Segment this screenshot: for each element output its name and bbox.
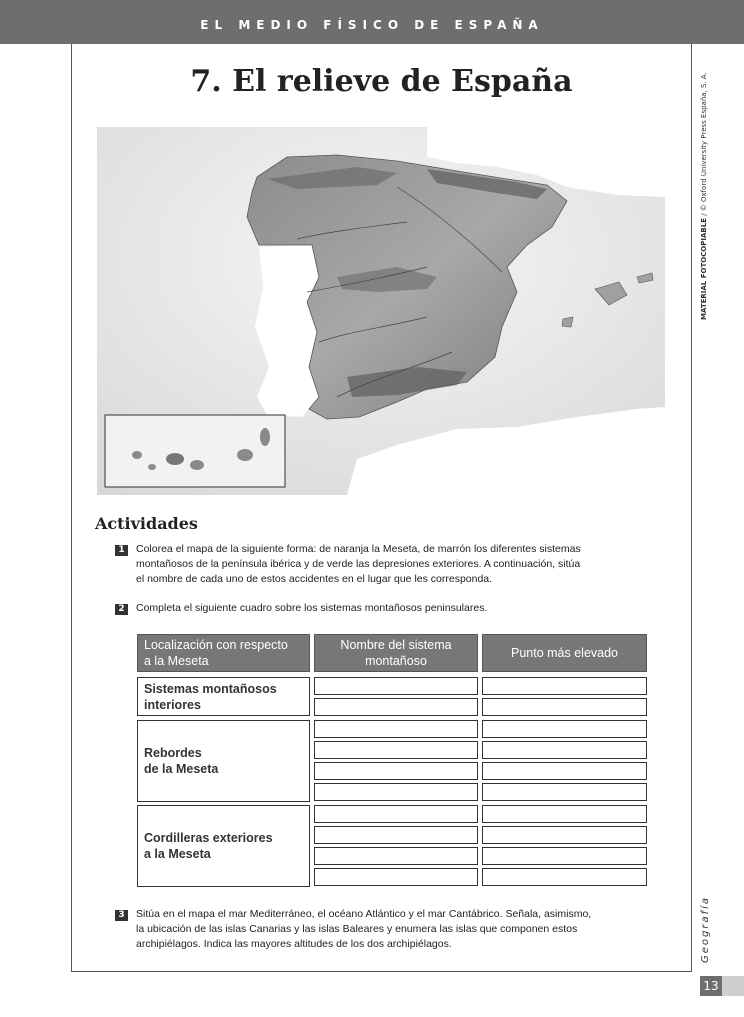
answer-cell[interactable] xyxy=(482,783,647,801)
activity-number-3: 3 xyxy=(115,910,128,921)
answer-cell[interactable] xyxy=(314,826,478,844)
relief-map xyxy=(97,127,665,495)
canary-islands xyxy=(132,451,142,459)
group-exterior-ranges: Cordilleras exteriores a la Meseta xyxy=(137,805,310,887)
answer-cell[interactable] xyxy=(314,741,478,759)
activity-number-2: 2 xyxy=(115,604,128,615)
activity-1-text: Colorea el mapa de la siguiente forma: de naranja la Meseta, de marrón los diferentes sistemas montañosos de la península ibérica y de verde las depresiones exteriores. A continuación, sitúa el nombre de cada uno de estos accidentes en el lugar que les corresponda. xyxy=(136,543,581,585)
answer-cell[interactable] xyxy=(314,847,478,865)
answer-cell[interactable] xyxy=(482,826,647,844)
canary-inset xyxy=(105,415,285,487)
activity-2-text: Completa el siguiente cuadro sobre los sistemas montañosos peninsulares. xyxy=(136,602,488,614)
answer-cell[interactable] xyxy=(314,783,478,801)
answer-cell[interactable] xyxy=(314,698,478,716)
page-title: 7. El relieve de España xyxy=(190,64,573,99)
top-banner xyxy=(0,0,744,44)
page-number-tab xyxy=(722,976,744,996)
answer-cell[interactable] xyxy=(482,720,647,738)
answer-cell[interactable] xyxy=(482,868,647,886)
subject-label: Geografía xyxy=(700,895,711,963)
answer-cell[interactable] xyxy=(314,677,478,695)
activity-number-1: 1 xyxy=(115,545,128,556)
table-header-system-name: Nombre del sistema montañoso xyxy=(314,634,478,672)
answer-cell[interactable] xyxy=(482,741,647,759)
answer-cell[interactable] xyxy=(482,762,647,780)
answer-cell[interactable] xyxy=(482,677,647,695)
answer-cell[interactable] xyxy=(482,847,647,865)
activities-heading: Actividades xyxy=(95,514,198,533)
copyright-note: MATERIAL FOTOCOPIABLE / © Oxford University Press España, S. A. xyxy=(700,72,708,320)
answer-cell[interactable] xyxy=(314,868,478,886)
answer-cell[interactable] xyxy=(314,720,478,738)
answer-cell[interactable] xyxy=(314,805,478,823)
portugal-land xyxy=(255,245,319,417)
table-header-location: Localización con respecto a la Meseta xyxy=(137,634,310,672)
page-number: 13 xyxy=(700,976,722,996)
activity-3-text: Sitúa en el mapa el mar Mediterráneo, el océano Atlántico y el mar Cantábrico. Señala, asimismo, la ubicación de las islas Canarias y las islas Baleares y enumera las islas que componen estos archipiélagos. Indica las mayores altitudes de los dos archipiélagos. xyxy=(136,908,592,950)
group-meseta-borders: Rebordes de la Meseta xyxy=(137,720,310,802)
band-title: EL MEDIO FÍSICO DE ESPAÑA xyxy=(200,18,544,32)
answer-cell[interactable] xyxy=(482,698,647,716)
table-header-highest-point: Punto más elevado xyxy=(482,634,647,672)
group-interior-systems: Sistemas montañosos interiores xyxy=(137,677,310,716)
answer-cell[interactable] xyxy=(482,805,647,823)
answer-cell[interactable] xyxy=(314,762,478,780)
